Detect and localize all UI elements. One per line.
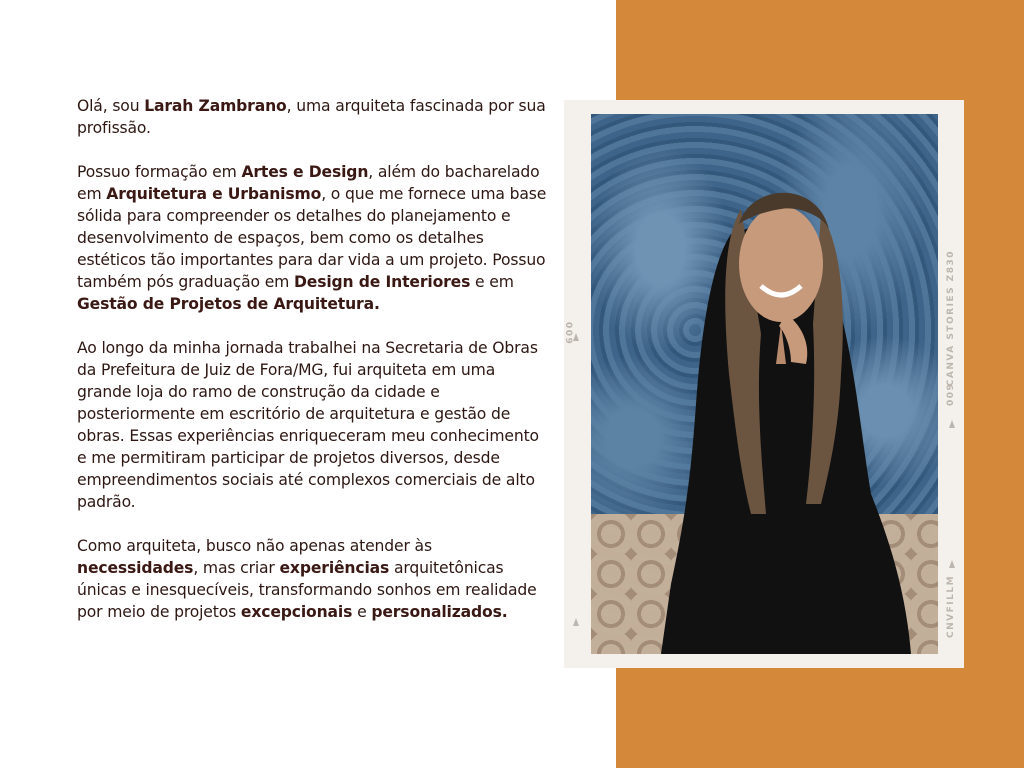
film-arrow-icon [949, 420, 955, 428]
film-arrow-icon [949, 560, 955, 568]
film-arrow-icon [573, 618, 579, 626]
film-frame [564, 100, 964, 668]
portrait-photo [591, 114, 938, 654]
bio-paragraph-education: Possuo formação em Artes e Design, além do bacharelado em Arquitetura e Urbanismo, o que me fornece uma base sólida para compreender os detalhes do planejamento e desenvolvimento de espaços, bem como os detalhes estéticos tão importantes para dar vida a um projeto. Possuo também pós graduação em Design de Interiores e em Gestão de Projetos de Arquitetura. [77, 163, 547, 313]
person-silhouette [591, 114, 938, 654]
film-arrow-icon [573, 333, 579, 341]
author-name: Larah Zambrano [144, 97, 287, 115]
film-brand-top: CANVA STORIES Z830 [946, 250, 956, 387]
bio-paragraph-vision: Como arquiteta, busco não apenas atender às necessidades, mas criar experiências arquitetônicas únicas e inesquecíveis, transformando sonhos em realidade por meio de projetos excepcionais e personalizados. [77, 537, 537, 621]
film-frame-number-right: 009 [946, 382, 956, 406]
film-frame-number-left: 009 [563, 322, 573, 346]
bio-text [77, 95, 547, 645]
film-brand-bottom: CNVFILLM [946, 574, 956, 638]
bio-paragraph-career: Ao longo da minha jornada trabalhei na Secretaria de Obras da Prefeitura de Juiz de Fora/MG, fui arquiteta em uma grande loja do ramo de construção da cidade e posteriormente em escritório de arquitetura e gestão de obras. Essas experiências enriqueceram meu conhecimento e me permitiram participar de projetos diversos, desde empreendimentos sociais até complexos comerciais de alto padrão. [77, 339, 539, 511]
bio-paragraph-intro: Olá, sou Larah Zambrano, uma arquiteta fascinada por sua profissão. [77, 97, 546, 137]
